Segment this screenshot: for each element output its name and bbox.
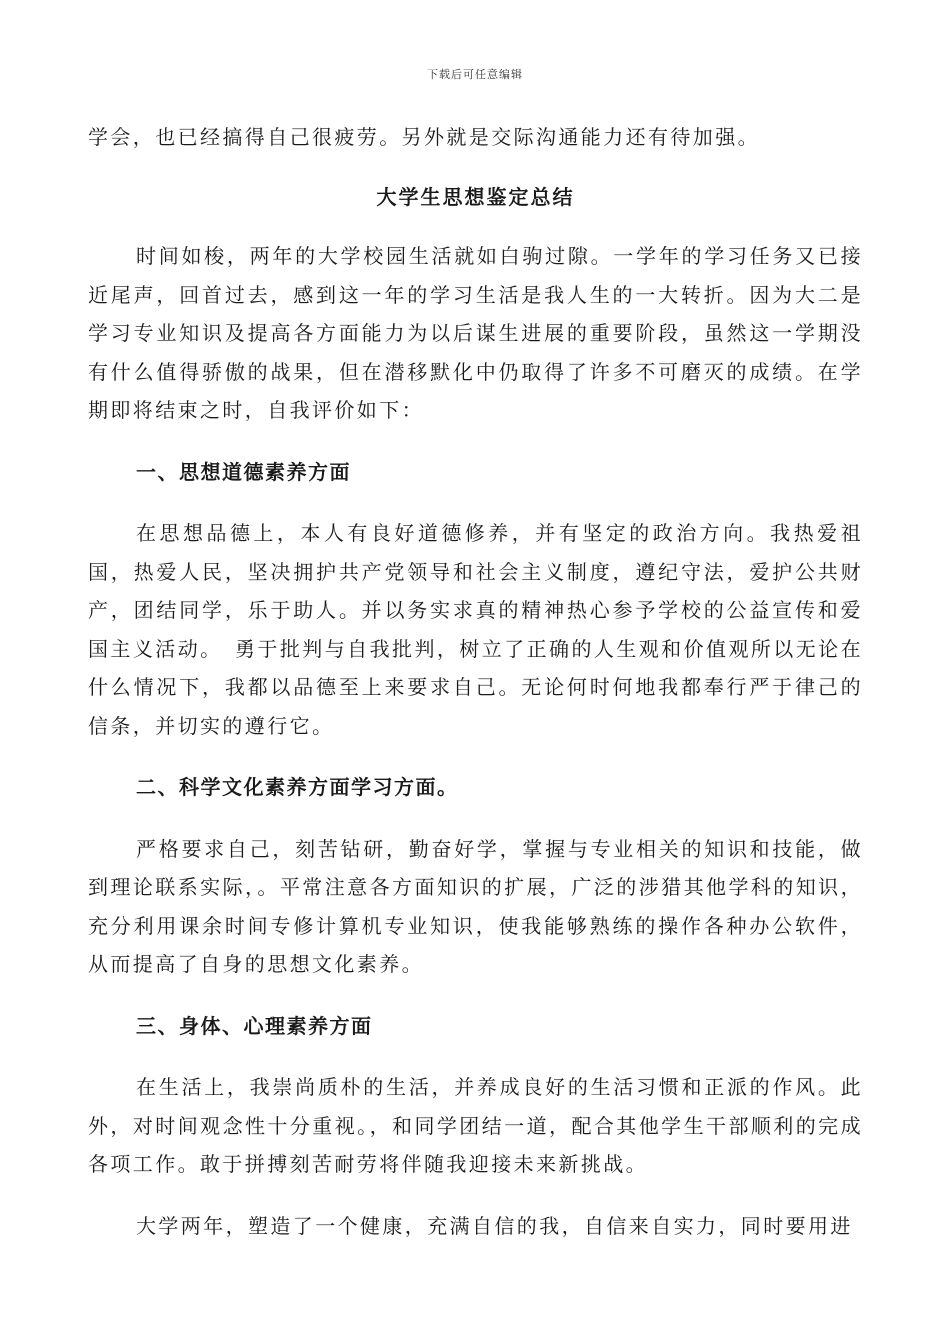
section-body-moral: 在思想品德上，本人有良好道德修养，并有坚定的政治方向。我热爱祖国，热爱人民，坚决拥护共产党领导和社会主义制度，遵纪守法，爱护公共财产，团结同学，乐于助人。并以务实求真的精神热心参予学校的公益宣传和爱国主义活动。 勇于批判与自我批判，树立了正确的人生观和价值观所以无论在什么情况下，我都以品德至上来要求自己。无论何时何地我都奉行严于律己的信条，并切实的遵行它。 [88, 521, 863, 738]
section-body-culture: 严格要求自己，刻苦钻研，勤奋好学，掌握与专业相关的知识和技能，做到理论联系实际，。平常注意各方面知识的扩展，广泛的涉猎其他学科的知识，充分利用课余时间专修计算机专业知识，使我能够熟练的操作各种办公软件，从而提高了自身的思想文化素养。 [88, 836, 863, 976]
section-body-health: 在生活上，我崇尚质朴的生活，并养成良好的生活习惯和正派的作风。此外，对时间观念性十分重视。，和同学团结一道，配合其他学生干部顺利的完成各项工作。敢于拼搏刻苦耐劳将伴随我迎接未来新挑战。 [88, 1075, 863, 1176]
page-header: 下载后可任意编辑 [427, 68, 523, 81]
closing-paragraph: 大学两年，塑造了一个健康，充满自信的我，自信来自实力，同时要用进 [136, 1213, 853, 1238]
section-heading-health: 三、身体、心理素养方面 [136, 1013, 373, 1038]
continued-paragraph: 学会，也已经搞得自己很疲劳。另外就是交际沟通能力还有待加强。 [88, 125, 760, 149]
section-heading-moral: 一、思想道德素养方面 [136, 459, 351, 484]
document-title: 大学生思想鉴定总结 [376, 184, 575, 209]
document-body [88, 118, 863, 1245]
opening-paragraph: 时间如梭，两年的大学校园生活就如白驹过隙。一学年的学习任务又已接近尾声，回首过去，感到这一年的学习生活是我人生的一大转折。因为大二是学习专业知识及提高各方面能力为以后谋生进展的重要阶段，虽然这一学期没有什么值得骄傲的战果，但在潜移默化中仍取得了许多不可磨灭的成绩。在学期即将结束之时，自我评价如下： [88, 244, 863, 422]
section-heading-culture: 二、科学文化素养方面学习方面。 [136, 775, 459, 799]
